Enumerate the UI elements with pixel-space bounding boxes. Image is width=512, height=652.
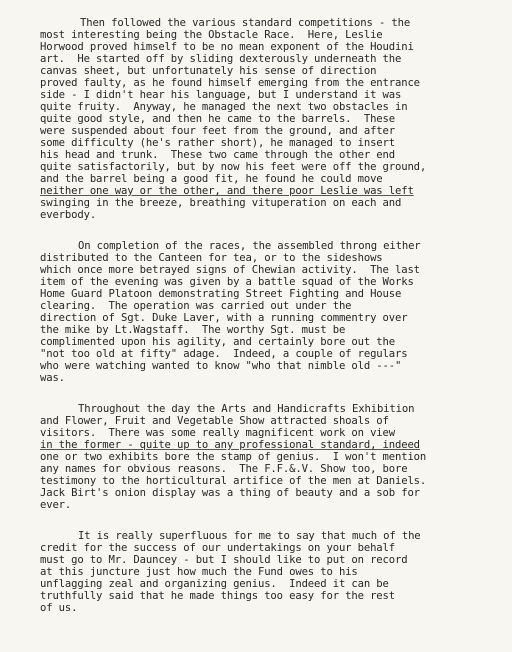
text-line: were suspended about four feet from the ground, and after (40, 125, 395, 137)
text-line: clearing. The operation was carried out under the (40, 300, 352, 312)
text-line: testimony to the horticultural artifice of the men at Daniels. (40, 475, 427, 487)
text-line: credit for the success of our undertakings on your behalf (40, 542, 395, 554)
text-line: canvas sheet, but unfortunately his sense of direction (40, 65, 377, 77)
text-line: quite fruity. Anyway, he managed the next two obstacles in (40, 101, 408, 113)
text-line: Home Guard Platoon demonstrating Street Fighting and House (40, 288, 402, 300)
text-line: It is really superfluous for me to say that much of the (78, 530, 421, 542)
text-line: neither one way or the other, and there poor Leslie was left (40, 185, 414, 197)
text-line: Then followed the various standard competitions - the (80, 17, 411, 29)
text-line: everbody. (40, 209, 97, 221)
text-line: Jack Birt's onion display was a thing of beauty and a sob for (40, 487, 420, 499)
text-line: any names for obvious reasons. The F.F.&.V. Show too, bore (40, 463, 408, 475)
text-line: of us. (40, 602, 78, 614)
text-line: quite good style, and then he came to the barrels. These (40, 113, 395, 125)
text-line: who were watching wanted to know "who that nimble old ---" (40, 360, 402, 372)
text-line: visitors. There was some really magnificent work on view (40, 427, 395, 439)
text-line: complimented upon his agility, and certainly bore out the (40, 336, 395, 348)
text-line: and Flower, Fruit and Vegetable Show attracted shoals of (40, 415, 389, 427)
text-line: art. He started off by sliding dexterously underneath the (40, 53, 402, 65)
text-line: unflagging zeal and organizing genius. Indeed it can be (40, 578, 389, 590)
text-line: item of the evening was given by a battle squad of the Works (40, 276, 414, 288)
text-line: quite satisfactorily, but by now his feet were off the ground, (40, 161, 427, 173)
text-line: was. (40, 372, 65, 384)
text-line: On completion of the races, the assembled throng either (78, 240, 421, 252)
text-line: proved faulty, as he found himself emerging from the entrance (40, 77, 420, 89)
text-line: distributed to the Canteen for tea, or to the sideshows (40, 252, 383, 264)
text-line: direction of Sgt. Duke Laver, with a running commentry over (40, 312, 408, 324)
text-line: and the barrel being a good fit, he found he could move (40, 173, 383, 185)
text-line: swinging in the breeze, breathing vituperation on each and (40, 197, 402, 209)
text-line: side - I didn't hear his language, but I understand it was (40, 89, 402, 101)
text-line: the mike by Lt.Wagstaff. The worthy Sgt. must be (40, 324, 346, 336)
text-line: "not too old at fifty" adage. Indeed, a couple of regulars (40, 348, 408, 360)
text-line: truthfully said that he made things too easy for the rest (40, 590, 395, 602)
text-line: Horwood proved himself to be no mean exponent of the Houdini (40, 41, 414, 53)
text-line: at this juncture just how much the Fund owes to his (40, 566, 358, 578)
text-line: his head and trunk. These two came through the other end (40, 149, 395, 161)
text-line: one or two exhibits bore the stamp of genius. I won't mention (40, 451, 427, 463)
text-line: must go to Mr. Dauncey - but I should like to put on record (40, 554, 408, 566)
text-line: in the former - quite up to any professional standard, indeed (40, 439, 420, 451)
text-line: some difficulty (he's rather short), he managed to insert (40, 137, 395, 149)
text-line: ever. (40, 499, 72, 511)
text-line: which once more betrayed signs of Chewian activity. The last (40, 264, 420, 276)
text-line: most interesting being the Obstacle Race. Here, Leslie (40, 29, 383, 41)
text-line: Throughout the day the Arts and Handicrafts Exhibition (78, 403, 415, 415)
